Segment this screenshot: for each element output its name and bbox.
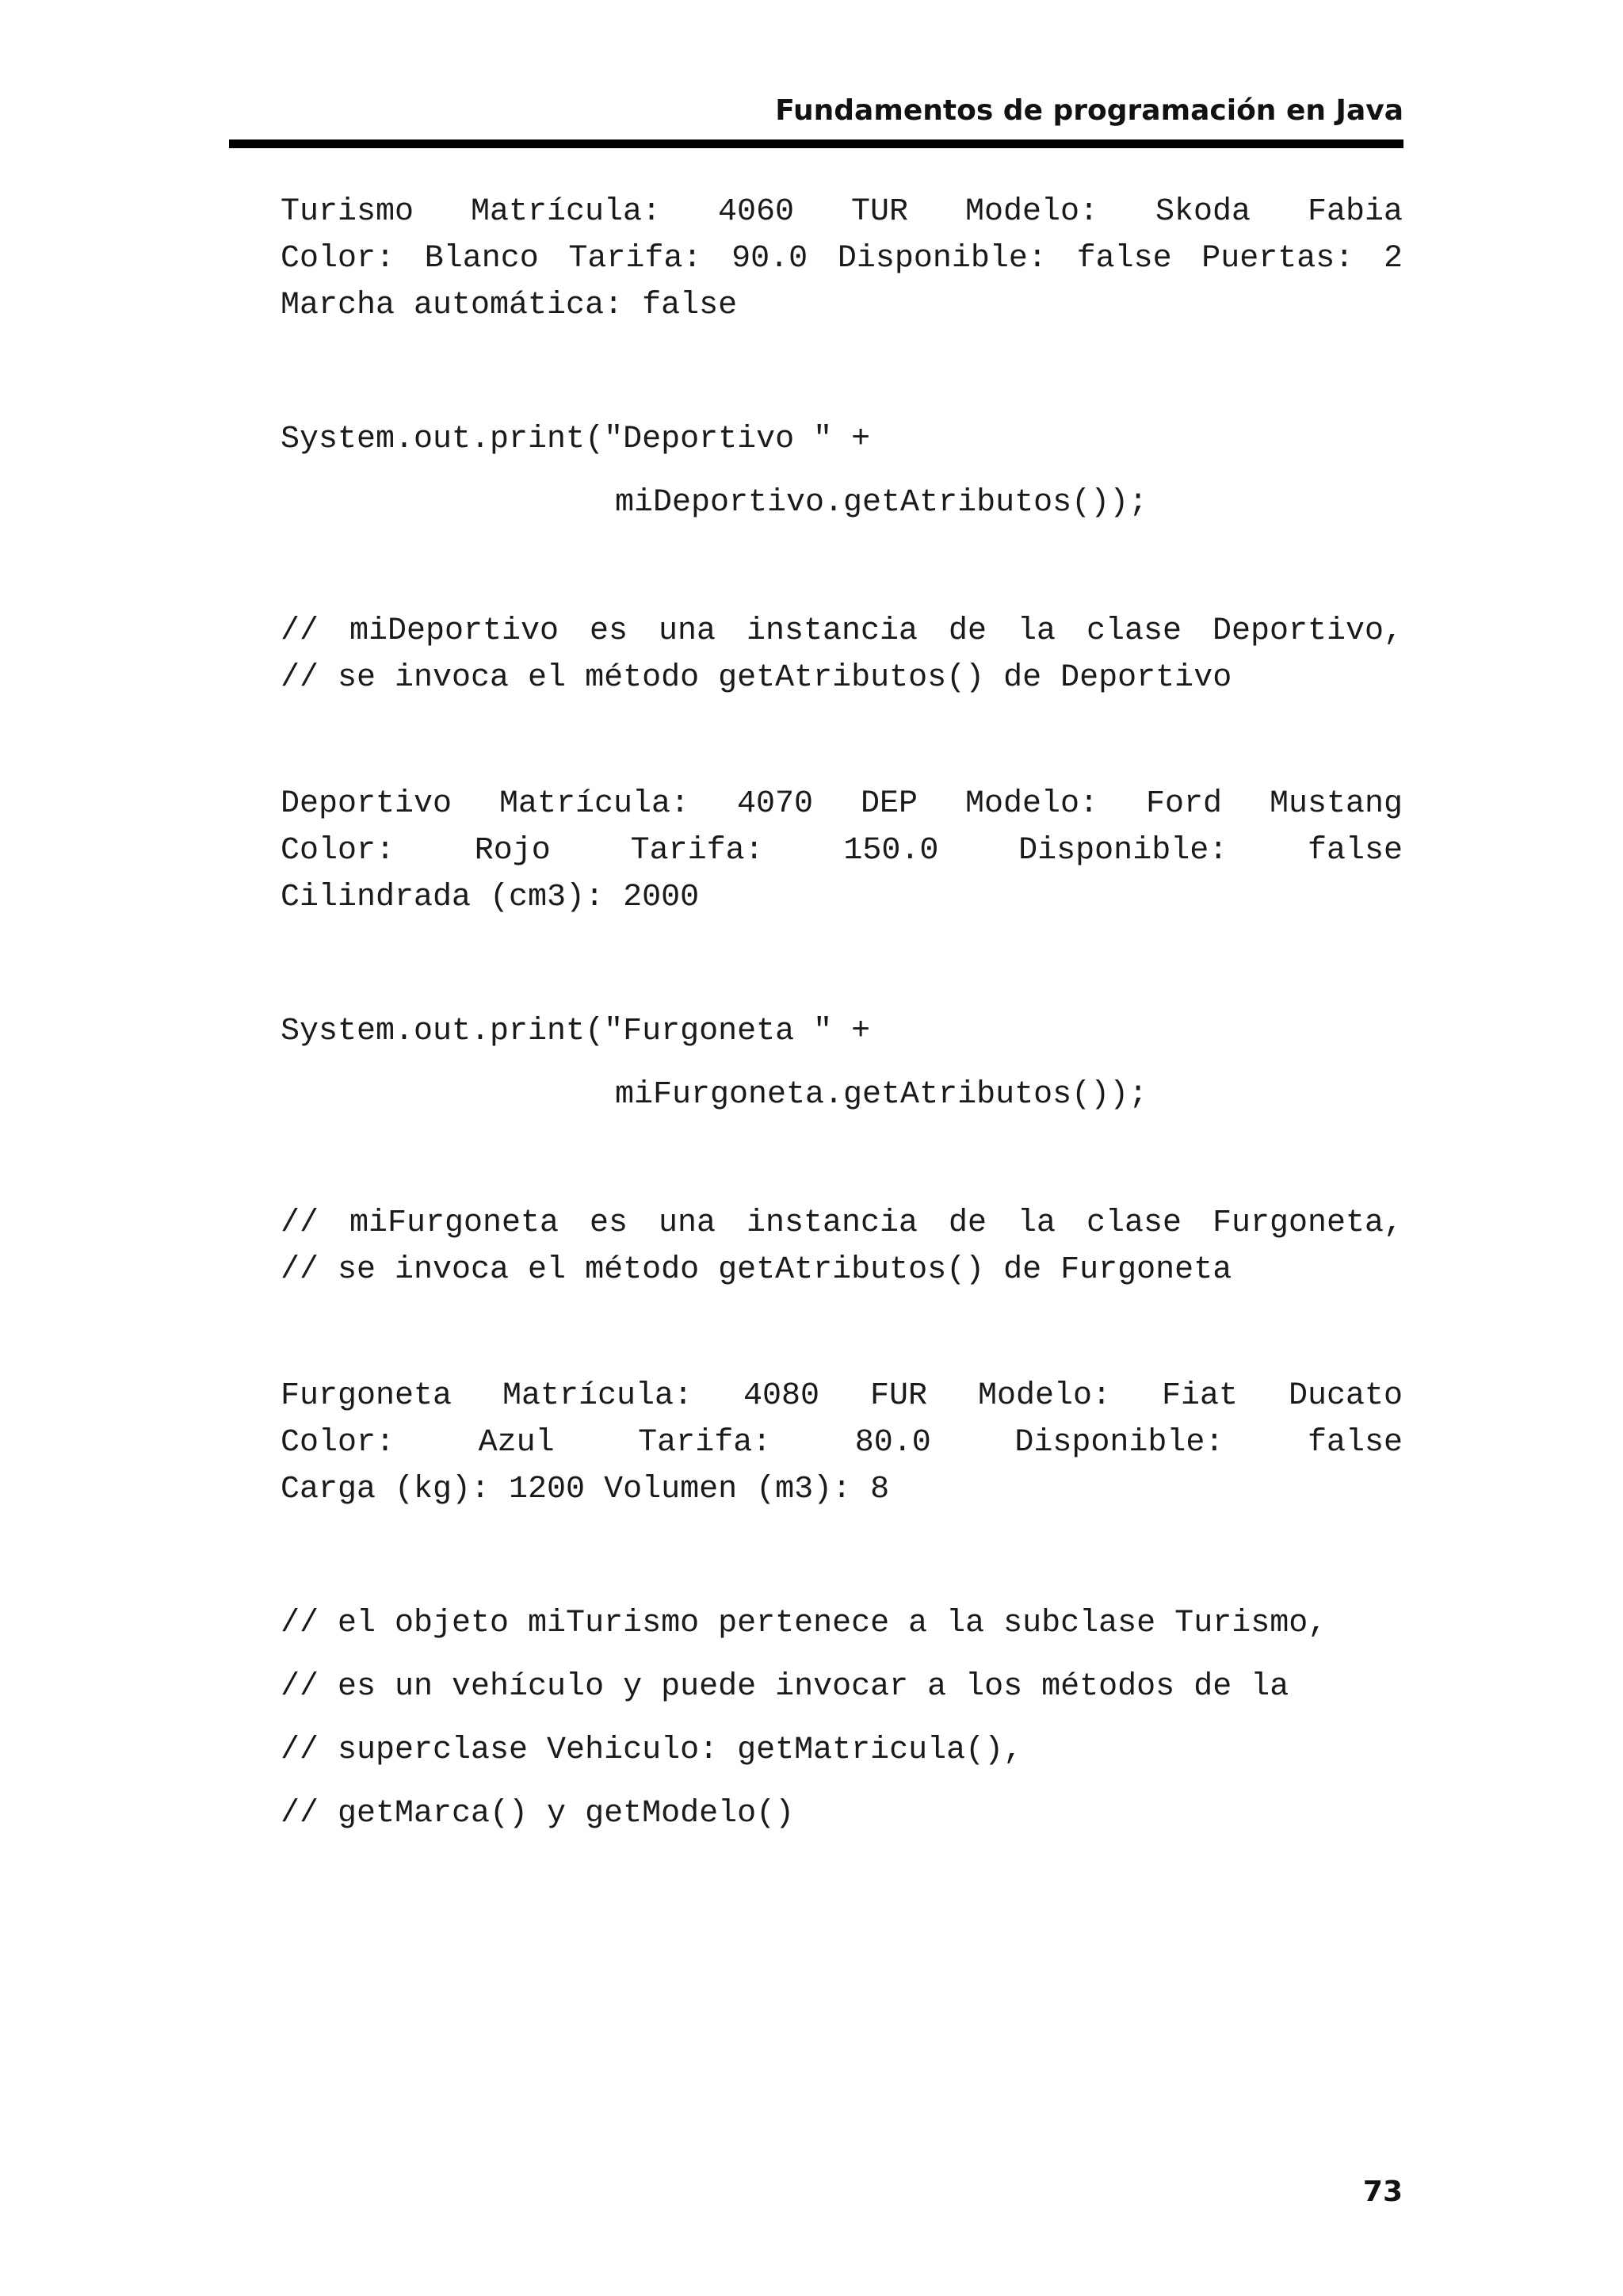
- comment-turismo: [281, 1592, 1403, 1846]
- output-line: Color: Azul Tarifa: 80.0 Disponible: false: [281, 1425, 1403, 1461]
- output-line: Color: Blanco Tarifa: 90.0 Disponible: false Puertas: 2: [281, 241, 1403, 277]
- page-number: 73: [1362, 2176, 1403, 2208]
- comment-line: // se invoca el método getAtributos() de Deportivo: [281, 660, 1232, 696]
- output-line: Cilindrada (cm3): 2000: [281, 880, 700, 915]
- output-line: Furgoneta Matrícula: 4080 FUR Modelo: Fiat Ducato: [281, 1378, 1403, 1414]
- output-deportivo: [281, 781, 1403, 921]
- comment-line: // es un vehículo y puede invocar a los métodos de la: [281, 1669, 1289, 1705]
- comment-line: // miDeportivo es una instancia de la clase Deportivo,: [281, 613, 1403, 649]
- comment-line: // getMarca() y getModelo(): [281, 1796, 795, 1832]
- output-line: Turismo Matrícula: 4060 TUR Modelo: Skoda Fabia: [281, 194, 1403, 230]
- output-turismo: [281, 189, 1403, 329]
- header-rule: [229, 139, 1403, 148]
- output-line: Deportivo Matrícula: 4070 DEP Modelo: Ford Mustang: [281, 786, 1403, 822]
- output-line: Color: Rojo Tarifa: 150.0 Disponible: false: [281, 833, 1403, 869]
- code-line: miFurgoneta.getAtributos());: [615, 1077, 1148, 1113]
- comment-line: // superclase Vehiculo: getMatricula(),: [281, 1733, 1023, 1768]
- code-line: System.out.print("Deportivo " +: [281, 422, 871, 457]
- comment-furgoneta: [281, 1200, 1403, 1293]
- comment-line: // miFurgoneta es una instancia de la clase Furgoneta,: [281, 1205, 1403, 1241]
- running-header: Fundamentos de programación en Java: [775, 94, 1403, 127]
- code-line: miDeportivo.getAtributos());: [615, 485, 1148, 521]
- output-line: Marcha automática: false: [281, 288, 738, 323]
- comment-line: // el objeto miTurismo pertenece a la subclase Turismo,: [281, 1606, 1327, 1641]
- output-line: Carga (kg): 1200 Volumen (m3): 8: [281, 1472, 890, 1507]
- code-line: System.out.print("Furgoneta " +: [281, 1014, 871, 1049]
- code-print-furgoneta: [281, 1000, 1403, 1127]
- comment-deportivo: [281, 608, 1403, 701]
- page-content: [281, 189, 1403, 1846]
- output-furgoneta: [281, 1373, 1403, 1513]
- comment-line: // se invoca el método getAtributos() de Furgoneta: [281, 1252, 1232, 1288]
- code-print-deportivo: [281, 408, 1403, 535]
